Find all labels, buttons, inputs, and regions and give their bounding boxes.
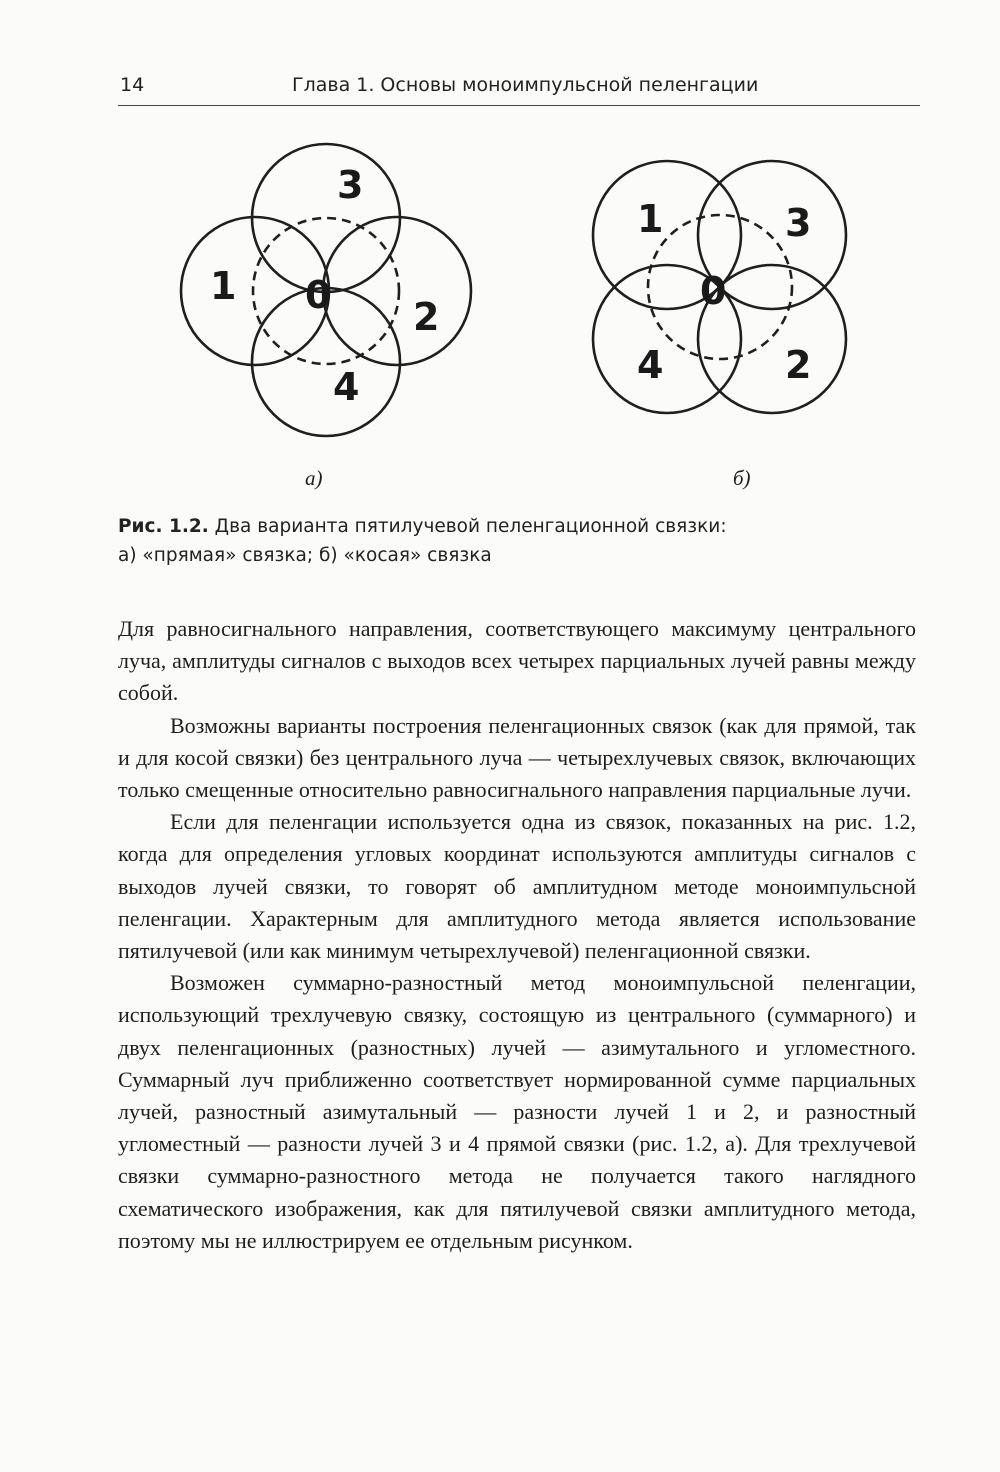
beam-label-0: 0 xyxy=(700,269,727,313)
chapter-title: Глава 1. Основы моноимпульсной пеленгации xyxy=(292,74,759,96)
paragraph-3: Если для пеленгации используется одна из связок, показанных на рис. 1.2, когда для определения угловых координат используются амплитуды сигналов с выходов лучей связки, то говорят об амплитудном методе моноимпульсной пеленгации. Характерным для амплитудного метода является использование пятилучевой (или как минимум четырехлучевой) пеленгационной связки. xyxy=(118,809,916,964)
sub-label-b: б) xyxy=(733,466,751,490)
caption-line-1 xyxy=(118,512,920,541)
paragraph-4: Возможен суммарно-разностный метод моноимпульсной пеленгации, использующий трехлучевую связку, состоящую из центрального (суммарного) и двух пеленгационных (разностных) лучей — азимутального и угломестного. Суммарный луч приближенно соответствует нормированной сумме парциальных лучей, разностный азимутальный — разности лучей 1 и 2, и разностный угломестный — разности лучей 3 и 4 прямой связки (рис. 1.2, а). Для трехлучевой связки суммарно-разностного метода не получается такого наглядного схематического изображения, как для пятилучевой связки амплитудного метода, поэтому мы не иллюстрируем ее отдельным рисунком. xyxy=(118,970,916,1253)
caption-number: Рис. 1.2. xyxy=(118,516,209,537)
caption-line-2: а) «прямая» связка; б) «косая» связка xyxy=(118,545,492,566)
diagram-a xyxy=(181,144,471,436)
body-text xyxy=(118,613,916,1257)
page-number: 14 xyxy=(120,74,145,96)
beam-label-3: 3 xyxy=(785,201,812,245)
beam-label-1: 1 xyxy=(637,197,664,241)
paragraph-1: Для равносигнального направления, соответствующего максимуму центрального луча, амплитуды сигналов с выходов всех четырех парциальных лучей равны между собой. xyxy=(118,616,916,706)
caption-text: Два варианта пятилучевой пеленгационной связки: xyxy=(214,516,727,537)
beam-label-0: 0 xyxy=(305,273,332,317)
beam-label-4: 4 xyxy=(637,343,664,387)
beam-label-3: 3 xyxy=(337,163,364,207)
sub-label-a: а) xyxy=(305,466,323,490)
beam-label-1: 1 xyxy=(210,264,237,308)
diagram-b xyxy=(593,161,846,413)
figure-beam-diagrams xyxy=(0,0,1000,470)
figure-caption xyxy=(118,512,920,570)
beam-label-2: 2 xyxy=(413,295,440,339)
beam-label-4: 4 xyxy=(333,365,360,409)
beam-label-2: 2 xyxy=(785,343,812,387)
paragraph-2: Возможны варианты построения пеленгационных связок (как для прямой, так и для косой связки) без центрального луча — четырехлучевых связок, включающих только смещенные относительно равносигнального направления парциальные лучи. xyxy=(118,712,916,803)
